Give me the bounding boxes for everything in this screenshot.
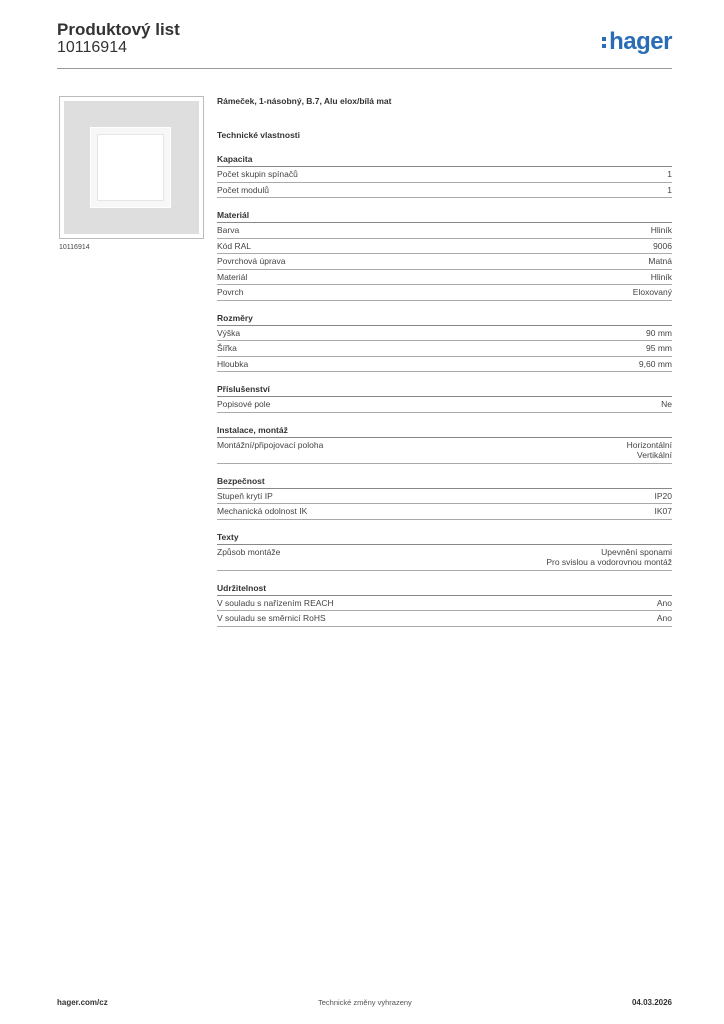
spec-value xyxy=(653,241,672,252)
spec-label: Způsob montáže xyxy=(217,546,281,557)
spec-group xyxy=(217,532,672,571)
spec-value-line: Vertikální xyxy=(637,450,672,460)
spec-value xyxy=(639,359,672,370)
spec-value-line: Hliník xyxy=(650,225,672,235)
spec-value xyxy=(646,343,672,354)
spec-label: Stupeň krytí IP xyxy=(217,490,273,501)
spec-group-title: Bezpečnost xyxy=(217,476,672,489)
spec-row xyxy=(217,438,672,464)
spec-label: Povrchová úprava xyxy=(217,256,286,266)
frame-inner xyxy=(90,127,171,208)
spec-group-title: Materiál xyxy=(217,210,672,223)
spec-value xyxy=(646,328,672,339)
spec-row xyxy=(217,326,672,342)
spec-row xyxy=(217,611,672,627)
spec-group xyxy=(217,425,672,464)
spec-row xyxy=(217,239,672,255)
spec-label: V souladu se směrnicí RoHS xyxy=(217,613,326,623)
header-divider xyxy=(57,68,672,69)
spec-value-line: IP20 xyxy=(654,490,672,501)
spec-value-line: Ano xyxy=(656,613,672,623)
spec-group-title: Rozměry xyxy=(217,313,672,326)
spec-value xyxy=(667,185,672,196)
footer-date: 04.03.2026 xyxy=(631,998,672,1007)
spec-group-title: Udržitelnost xyxy=(217,583,672,596)
frame-opening xyxy=(97,134,164,201)
spec-row xyxy=(217,596,672,612)
spec-group xyxy=(217,210,672,301)
image-caption: 10116914 xyxy=(59,244,90,251)
spec-label: Montážní/připojovací poloha xyxy=(217,439,324,450)
spec-value xyxy=(657,613,672,624)
spec-label: Mechanická odolnost IK xyxy=(217,506,308,516)
spec-value-line: Eloxovaný xyxy=(632,287,672,297)
spec-value-line: 1 xyxy=(667,169,672,179)
spec-label: Popisové pole xyxy=(217,399,271,409)
frame-outer xyxy=(64,101,199,234)
product-number: 10116914 xyxy=(57,39,127,56)
spec-row xyxy=(217,183,672,199)
spec-value xyxy=(546,547,672,568)
spec-value-line: 90 mm xyxy=(646,327,672,338)
spec-value-line: Upevnění sponami xyxy=(601,546,672,557)
hager-logo xyxy=(602,28,672,56)
spec-label: Povrch xyxy=(217,287,244,297)
spec-value-line: 1 xyxy=(667,184,672,195)
spec-label: Hloubka xyxy=(217,358,249,369)
page-title: Produktový list xyxy=(57,20,180,39)
spec-label: Kód RAL xyxy=(217,240,252,251)
spec-value-line: Hliník xyxy=(650,271,672,282)
spec-value xyxy=(651,225,672,236)
spec-value xyxy=(651,272,672,283)
spec-value-line: Ne xyxy=(661,399,672,409)
specifications xyxy=(217,96,672,627)
spec-groups xyxy=(217,154,672,627)
spec-label: Výška xyxy=(217,327,241,338)
footer-note: Technické změny vyhrazeny xyxy=(318,998,412,1007)
spec-value-line: IK07 xyxy=(654,506,672,516)
product-name: Rámeček, 1-násobný, B.7, Alu elox/bílá mat xyxy=(217,96,392,106)
spec-label: Počet modulů xyxy=(217,184,269,195)
spec-row xyxy=(217,254,672,270)
spec-group-title: Instalace, montáž xyxy=(217,425,672,438)
spec-group xyxy=(217,384,672,413)
spec-row xyxy=(217,357,672,373)
spec-group xyxy=(217,583,672,627)
spec-group xyxy=(217,313,672,373)
spec-label: V souladu s nařízením REACH xyxy=(217,597,334,608)
spec-value-line: 95 mm xyxy=(646,343,672,353)
footer-website[interactable]: hager.com/cz xyxy=(57,998,108,1007)
spec-row xyxy=(217,167,672,183)
spec-group xyxy=(217,154,672,198)
spec-value xyxy=(655,491,673,502)
product-image xyxy=(59,96,204,239)
spec-group-title: Kapacita xyxy=(217,154,672,167)
spec-group-title: Texty xyxy=(217,532,672,545)
logo-text: hager xyxy=(609,28,672,55)
spec-value xyxy=(655,506,673,517)
spec-label: Barva xyxy=(217,225,240,235)
spec-value-line: Horizontální xyxy=(626,439,672,450)
spec-value xyxy=(661,399,672,410)
spec-row xyxy=(217,545,672,571)
spec-row xyxy=(217,223,672,239)
spec-value xyxy=(648,256,672,267)
spec-group xyxy=(217,476,672,520)
spec-row xyxy=(217,397,672,413)
spec-value xyxy=(627,440,672,461)
section-title: Technické vlastnosti xyxy=(217,130,300,140)
spec-row xyxy=(217,270,672,286)
spec-row xyxy=(217,341,672,357)
spec-row xyxy=(217,489,672,505)
spec-value-line: Matná xyxy=(648,256,672,266)
spec-row xyxy=(217,504,672,520)
spec-label: Šířka xyxy=(217,343,237,353)
spec-value xyxy=(657,598,672,609)
spec-value-line: Pro svislou a vodorovnou montáž xyxy=(546,557,672,567)
spec-label: Počet skupin spínačů xyxy=(217,169,298,179)
spec-value-line: 9,60 mm xyxy=(638,358,672,369)
spec-value xyxy=(667,169,672,180)
spec-value xyxy=(633,287,672,298)
spec-label: Materiál xyxy=(217,271,248,282)
logo-dots-icon xyxy=(602,34,607,51)
spec-group-title: Příslušenství xyxy=(217,384,672,397)
spec-row xyxy=(217,285,672,301)
spec-value-line: 9006 xyxy=(653,240,672,251)
spec-value-line: Ano xyxy=(656,597,672,608)
